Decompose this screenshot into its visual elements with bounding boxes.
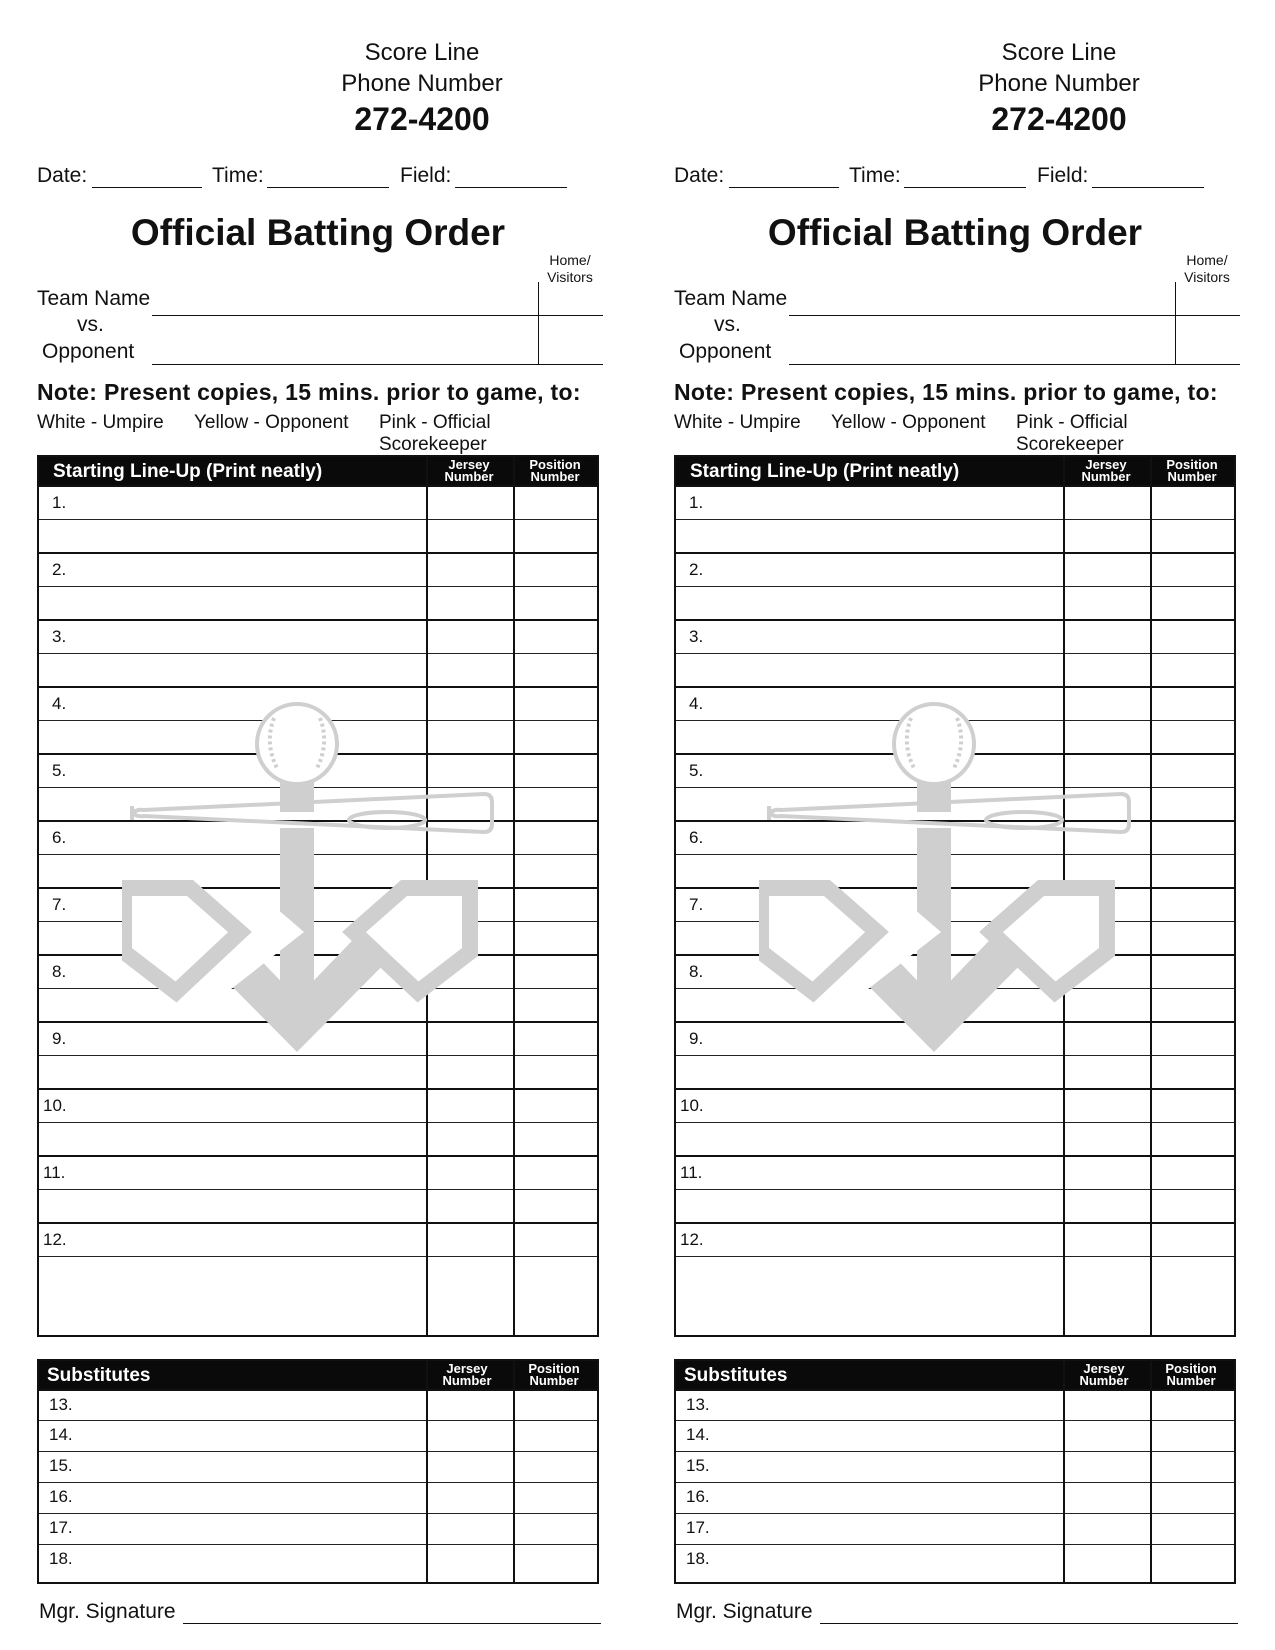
date-label: Date: bbox=[37, 164, 88, 187]
date-time-field-row bbox=[37, 164, 599, 194]
substitutes-table bbox=[674, 1359, 1236, 1584]
form-title: Official Batting Order bbox=[767, 212, 1143, 253]
home-visitors-label bbox=[537, 252, 603, 286]
opponent-field[interactable] bbox=[152, 364, 603, 365]
batting-slot-number: 3. bbox=[689, 627, 704, 646]
score-line-block bbox=[307, 37, 537, 139]
substitutes-header-label: Substitutes bbox=[684, 1365, 788, 1386]
team-name-label: Team Name bbox=[37, 287, 151, 310]
field-label: Field: bbox=[400, 164, 452, 187]
home-visitors-divider bbox=[538, 282, 539, 365]
batting-slot-number: 8. bbox=[689, 962, 704, 981]
jersey-column-divider bbox=[1063, 457, 1065, 1335]
date-field[interactable] bbox=[729, 187, 839, 188]
form-title: Official Batting Order bbox=[130, 212, 506, 253]
copy-distribution bbox=[674, 412, 1236, 455]
jersey-number-header: Jersey Number bbox=[444, 457, 494, 484]
phone-number: 272-4200 bbox=[354, 101, 490, 137]
batting-slot-number: 3. bbox=[52, 627, 67, 646]
signature-label: Mgr. Signature bbox=[39, 1600, 176, 1623]
substitute-slot-number: 16. bbox=[686, 1487, 710, 1506]
batting-slot-number: 8. bbox=[52, 962, 67, 981]
jersey-number-header: Jersey Number bbox=[1081, 457, 1131, 484]
batting-slot-number: 5. bbox=[52, 761, 67, 780]
score-line-label: Score Line bbox=[1001, 39, 1117, 66]
batting-slot-number: 2. bbox=[52, 560, 67, 579]
batting-slot-number: 9. bbox=[689, 1029, 704, 1048]
sub-jersey-column-divider bbox=[426, 1361, 428, 1582]
substitute-slot-number: 14. bbox=[49, 1425, 73, 1444]
home-label: Home/ bbox=[549, 252, 591, 268]
note-text: Note: Present copies, 15 mins. prior to game, to: bbox=[674, 379, 1218, 405]
substitute-slot-number: 13. bbox=[686, 1395, 710, 1414]
signature-field[interactable] bbox=[183, 1623, 601, 1624]
batting-slot-number: 10. bbox=[43, 1096, 67, 1115]
substitute-slot-number: 16. bbox=[49, 1487, 73, 1506]
opponent-field[interactable] bbox=[789, 364, 1240, 365]
substitute-slot-number: 17. bbox=[49, 1518, 73, 1537]
substitute-slot-number: 14. bbox=[686, 1425, 710, 1444]
substitute-slot-number: 18. bbox=[686, 1549, 710, 1568]
starting-lineup-table bbox=[674, 455, 1236, 1337]
score-line-label: Score Line bbox=[364, 39, 480, 66]
team-name-field[interactable] bbox=[152, 315, 603, 316]
sub-position-column-divider bbox=[513, 1361, 515, 1582]
position-number-header: Position Number bbox=[1166, 457, 1218, 484]
copy-pink: Pink - Official Scorekeeper bbox=[1016, 412, 1128, 455]
batting-slot-number: 10. bbox=[680, 1096, 704, 1115]
substitutes-header-label: Substitutes bbox=[47, 1365, 151, 1386]
date-label: Date: bbox=[674, 164, 725, 187]
batting-slot-number: 11. bbox=[680, 1163, 703, 1182]
field-field[interactable] bbox=[455, 187, 567, 188]
batting-slot-number: 4. bbox=[689, 694, 704, 713]
home-visitors-label bbox=[1174, 252, 1240, 286]
opponent-label: Opponent bbox=[42, 340, 135, 363]
vs-label: vs. bbox=[77, 313, 104, 336]
batting-slot-number: 1. bbox=[52, 493, 67, 512]
time-field[interactable] bbox=[267, 187, 389, 188]
score-line-block bbox=[944, 37, 1174, 139]
phone-number: 272-4200 bbox=[991, 101, 1127, 137]
jersey-column-divider bbox=[426, 457, 428, 1335]
opponent-label: Opponent bbox=[679, 340, 772, 363]
batting-slot-number: 6. bbox=[689, 828, 704, 847]
batting-slot-number: 4. bbox=[52, 694, 67, 713]
substitute-slot-number: 15. bbox=[49, 1456, 73, 1475]
copy-yellow: Yellow - Opponent bbox=[194, 412, 349, 433]
position-number-header: Position Number bbox=[529, 457, 581, 484]
batting-slot-number: 6. bbox=[52, 828, 67, 847]
copy-yellow: Yellow - Opponent bbox=[831, 412, 986, 433]
position-column-divider bbox=[513, 457, 515, 1335]
field-label: Field: bbox=[1037, 164, 1089, 187]
date-field[interactable] bbox=[92, 187, 202, 188]
batting-slot-number: 11. bbox=[43, 1163, 66, 1182]
sub-position-number-header: Position Number bbox=[1165, 1361, 1217, 1388]
lineup-header-label: Starting Line-Up (Print neatly) bbox=[690, 461, 960, 482]
phone-number-label: Phone Number bbox=[341, 70, 503, 97]
batting-slot-number: 7. bbox=[52, 895, 67, 914]
starting-lineup-table bbox=[37, 455, 599, 1337]
batting-slot-number: 12. bbox=[43, 1230, 67, 1249]
batting-slot-number: 5. bbox=[689, 761, 704, 780]
batting-order-sheet-left bbox=[37, 0, 637, 1650]
sub-jersey-number-header: Jersey Number bbox=[1079, 1361, 1129, 1388]
team-name-label: Team Name bbox=[674, 287, 788, 310]
substitutes-table bbox=[37, 1359, 599, 1584]
time-field[interactable] bbox=[904, 187, 1026, 188]
copy-white: White - Umpire bbox=[674, 412, 801, 433]
time-label: Time: bbox=[212, 164, 264, 187]
signature-label: Mgr. Signature bbox=[676, 1600, 813, 1623]
batting-slot-number: 7. bbox=[689, 895, 704, 914]
home-label: Home/ bbox=[1186, 252, 1228, 268]
copy-pink: Pink - Official Scorekeeper bbox=[379, 412, 491, 455]
copy-distribution bbox=[37, 412, 599, 455]
signature-field[interactable] bbox=[820, 1623, 1238, 1624]
batting-slot-number: 1. bbox=[689, 493, 704, 512]
substitute-slot-number: 18. bbox=[49, 1549, 73, 1568]
substitute-slot-number: 13. bbox=[49, 1395, 73, 1414]
home-visitors-divider bbox=[1175, 282, 1176, 365]
phone-number-label: Phone Number bbox=[978, 70, 1140, 97]
sub-position-number-header: Position Number bbox=[528, 1361, 580, 1388]
batting-slot-number: 12. bbox=[680, 1230, 704, 1249]
date-time-field-row bbox=[674, 164, 1236, 194]
visitors-label: Visitors bbox=[1184, 269, 1230, 285]
note-text: Note: Present copies, 15 mins. prior to game, to: bbox=[37, 379, 581, 405]
lineup-header-label: Starting Line-Up (Print neatly) bbox=[53, 461, 323, 482]
time-label: Time: bbox=[849, 164, 901, 187]
sub-position-column-divider bbox=[1150, 1361, 1152, 1582]
position-column-divider bbox=[1150, 457, 1152, 1335]
batting-order-sheet-right bbox=[674, 0, 1274, 1650]
sub-jersey-column-divider bbox=[1063, 1361, 1065, 1582]
team-name-field[interactable] bbox=[789, 315, 1240, 316]
substitute-slot-number: 15. bbox=[686, 1456, 710, 1475]
vs-label: vs. bbox=[714, 313, 741, 336]
sub-jersey-number-header: Jersey Number bbox=[442, 1361, 492, 1388]
batting-slot-number: 9. bbox=[52, 1029, 67, 1048]
substitute-slot-number: 17. bbox=[686, 1518, 710, 1537]
visitors-label: Visitors bbox=[547, 269, 593, 285]
field-field[interactable] bbox=[1092, 187, 1204, 188]
batting-slot-number: 2. bbox=[689, 560, 704, 579]
copy-white: White - Umpire bbox=[37, 412, 164, 433]
